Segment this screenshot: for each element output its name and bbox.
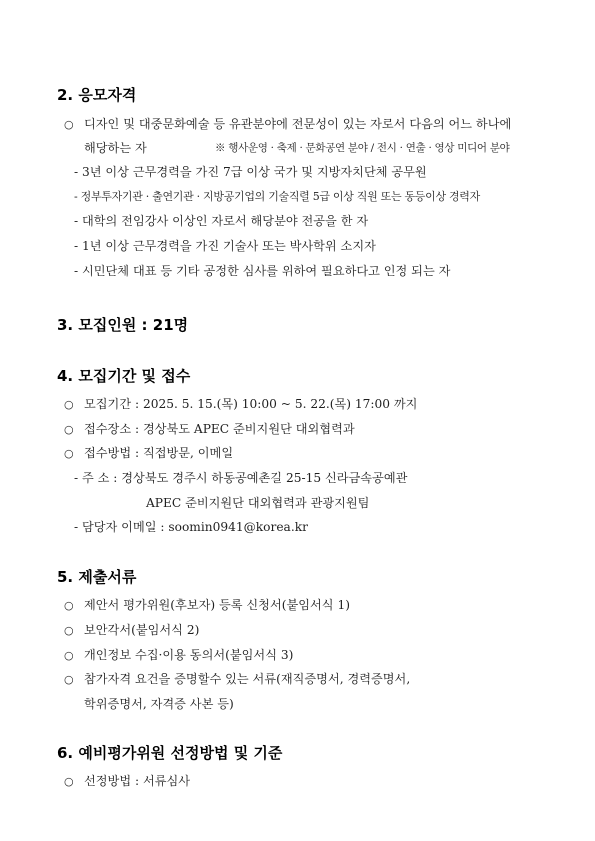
s2-item-5: - 시민단체 대표 등 기타 공정한 심사를 위하여 필요하다고 인정 되는 자 [74, 264, 451, 278]
s5-item-4-line2: 학위증명서, 자격증 사본 등) [84, 697, 234, 711]
bullet-circle-icon: ○ [64, 118, 74, 131]
s4-email: - 담당자 이메일 : soomin0941@korea.kr [74, 520, 308, 534]
bullet-circle-icon: ○ [64, 423, 74, 436]
s6-method [64, 772, 190, 789]
bullet-circle-icon: ○ [64, 447, 74, 460]
s4-period-text: 모집기간 : 2025. 5. 15.(목) 10:00 ~ 5. 22.(목) 17:00 까지 [84, 397, 418, 411]
s4-place-text: 접수장소 : 경상북도 APEC 준비지원단 대외협력과 [84, 422, 355, 436]
s2-item-2: - 정부투자기관 · 출연기관 · 지방공기업의 기술직렬 5급 이상 직원 또는 동등이상 경력자 [74, 190, 480, 203]
s4-method [64, 444, 233, 461]
s5-item-1-text: 제안서 평가위원(후보자) 등록 신청서(붙임서식 1) [84, 598, 350, 612]
bullet-circle-icon: ○ [64, 599, 74, 612]
s2-intro-line2: 해당하는 자 [84, 141, 147, 155]
s5-item-4 [64, 670, 410, 687]
section-4-title: 4. 모집기간 및 접수 [57, 367, 191, 385]
s5-item-4-text: 참가자격 요건을 증명할수 있는 서류(재직증명서, 경력증명서, [84, 672, 411, 686]
bullet-circle-icon: ○ [64, 624, 74, 637]
bullet-circle-icon: ○ [64, 649, 74, 662]
s2-intro-note: ※ 행사운영 · 축제 · 문화공연 분야 / 전시 · 연출 · 영상 미디어 분야 [215, 142, 510, 154]
s5-item-3-text: 개인정보 수집·이용 동의서(붙임서식 3) [84, 648, 294, 662]
s2-item-4: - 1년 이상 근무경력을 가진 기술사 또는 박사학위 소지자 [74, 239, 376, 253]
s5-item-3 [64, 646, 293, 663]
section-5-title: 5. 제출서류 [57, 568, 137, 586]
s4-method-text: 접수방법 : 직접방문, 이메일 [84, 446, 234, 460]
s4-address-line2: APEC 준비지원단 대외협력과 관광지원팀 [146, 496, 370, 510]
s5-item-1 [64, 596, 350, 613]
s2-intro-text1: 디자인 및 대중문화예술 등 유관분야에 전문성이 있는 자로서 다음의 어느 하나에 [84, 117, 512, 131]
bullet-circle-icon: ○ [64, 775, 74, 788]
section-3-title: 3. 모집인원 : 21명 [57, 316, 189, 334]
s2-item-3: - 대학의 전임강사 이상인 자로서 해당분야 전공을 한 자 [74, 214, 369, 228]
s2-intro-line1 [64, 115, 511, 132]
bullet-circle-icon: ○ [64, 398, 74, 411]
section-2-title: 2. 응모자격 [57, 86, 137, 104]
s4-address-line1: - 주 소 : 경상북도 경주시 하동공예촌길 25-15 신라금속공예관 [74, 471, 408, 485]
bullet-circle-icon: ○ [64, 673, 74, 686]
s6-method-text: 선정방법 : 서류심사 [84, 774, 191, 788]
section-6-title: 6. 예비평가위원 선정방법 및 기준 [57, 744, 283, 762]
s2-item-1: - 3년 이상 근무경력을 가진 7급 이상 국가 및 지방자치단체 공무원 [74, 165, 427, 179]
s4-place [64, 420, 355, 437]
s5-item-2 [64, 621, 199, 638]
s5-item-2-text: 보안각서(붙임서식 2) [84, 623, 200, 637]
s4-period [64, 395, 417, 412]
